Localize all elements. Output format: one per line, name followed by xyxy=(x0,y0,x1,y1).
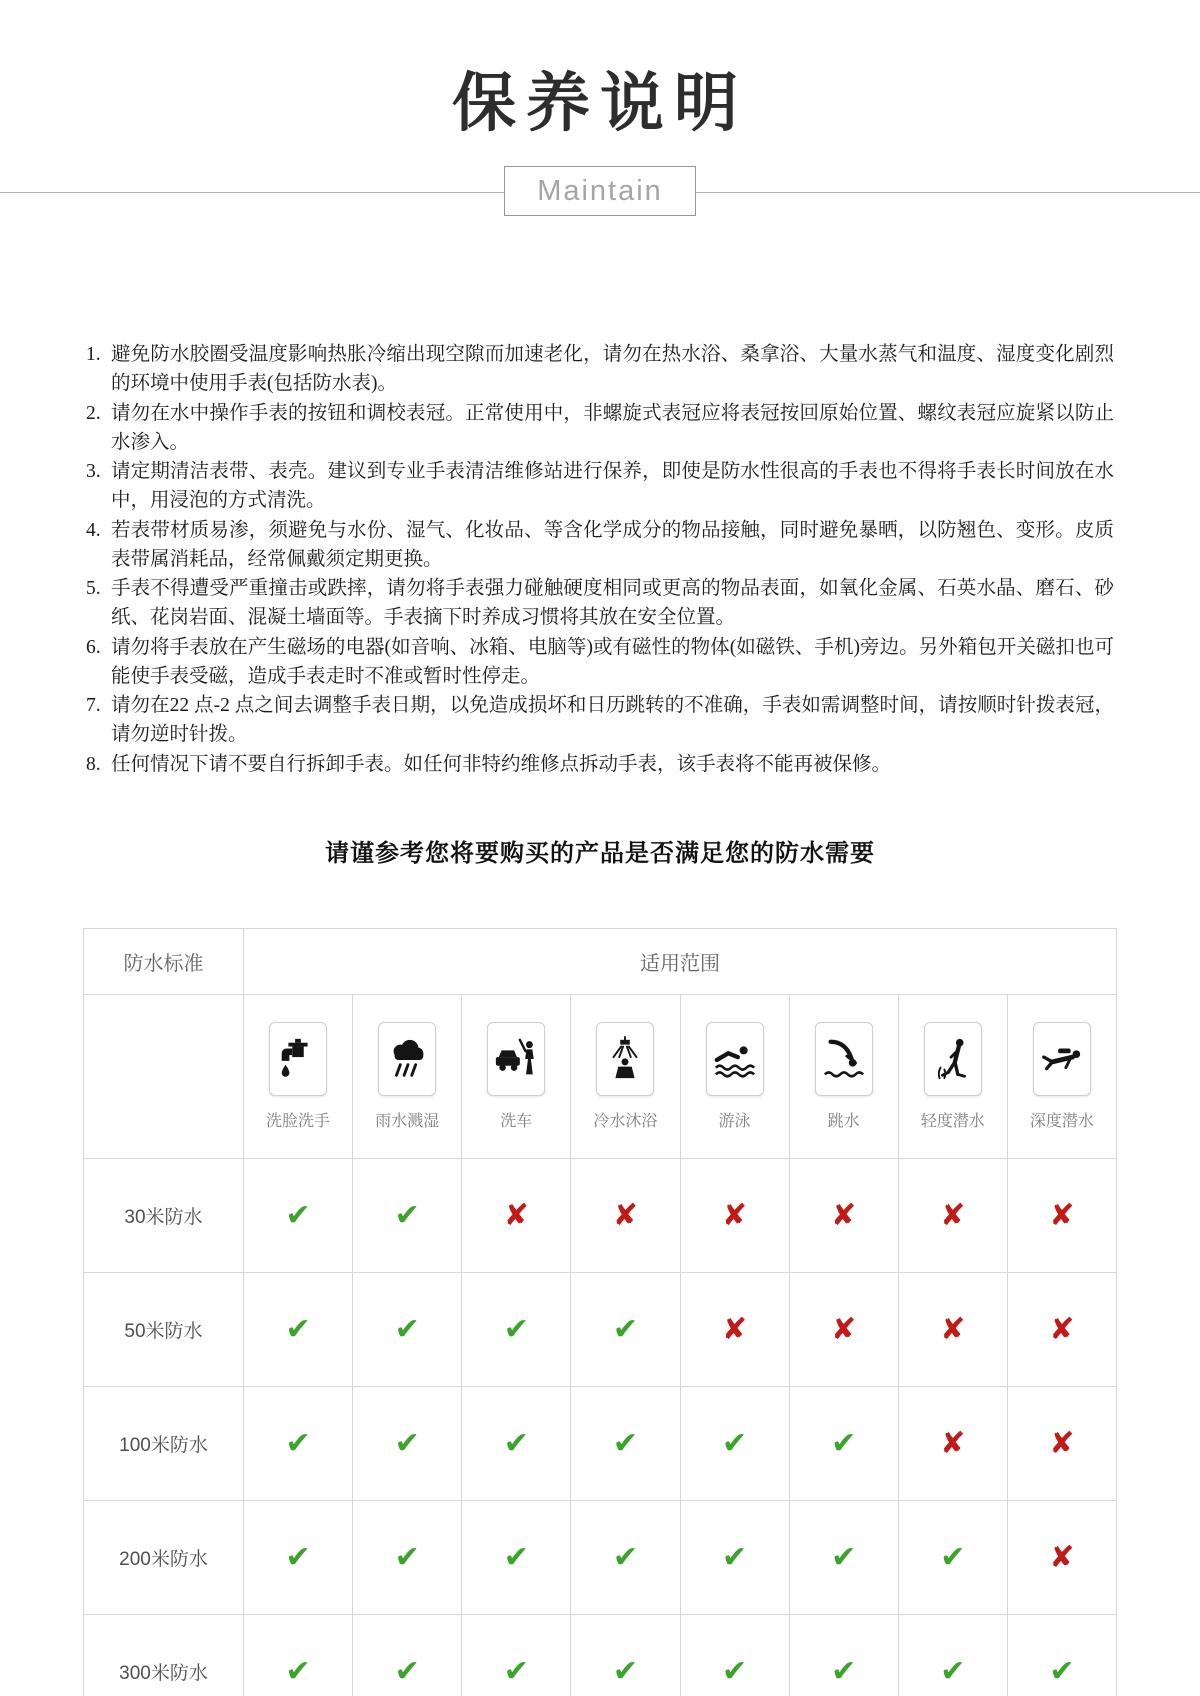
mark-cell: ✔ xyxy=(353,1272,462,1386)
mark-cell: ✔ xyxy=(571,1386,680,1500)
instruction-text: 任何情况下请不要自行拆卸手表。如任何非特约维修点拆动手表，该手表将不能再被保修。 xyxy=(111,753,892,775)
mark-cell: ✔ xyxy=(353,1500,462,1614)
car-wash-icon xyxy=(487,1022,545,1096)
activity-icon-row xyxy=(84,994,1117,1158)
mark-cell: ✔ xyxy=(462,1500,571,1614)
mark-cell: ✔ xyxy=(244,1272,353,1386)
activity-label: 深度潜水 xyxy=(1029,1112,1094,1130)
waterproof-standard-header: 防水标准 xyxy=(84,928,244,994)
instruction-number: 6. xyxy=(86,636,101,658)
mark-cell: ✔ xyxy=(680,1500,789,1614)
instruction-item xyxy=(86,399,1114,458)
instruction-text: 手表不得遭受严重撞击或跌摔，请勿将手表强力碰触硬度相同或更高的物品表面，如氧化金属、石英水晶、磨石、砂纸、花岗岩面、混凝土墙面等。手表摘下时养成习惯将其放在安全位置。 xyxy=(111,578,1114,629)
activity-light-diving xyxy=(898,994,1007,1158)
mark-cell: ✔ xyxy=(898,1500,1007,1614)
row-label: 300米防水 xyxy=(84,1614,244,1696)
activity-wash-hands xyxy=(244,994,353,1158)
instruction-number: 7. xyxy=(86,695,101,716)
subtitle-box xyxy=(504,166,696,216)
mark-cell: ✘ xyxy=(680,1272,789,1386)
table-heading: 请谨参考您将要购买的产品是否满足您的防水需要 xyxy=(325,840,875,867)
shower-icon xyxy=(596,1022,654,1096)
table-row-300m xyxy=(84,1614,1117,1696)
instruction-text: 若表带材质易渗，须避免与水份、湿气、化妆品、等含化学成分的物品接触，同时避免暴晒，以防翘色、变形。皮质表带属消耗品，经常佩戴须定期更换。 xyxy=(111,519,1114,570)
page-subtitle: Maintain xyxy=(537,174,663,207)
instruction-number: 2. xyxy=(86,402,101,424)
activity-rain xyxy=(353,994,462,1158)
table-row-30m xyxy=(84,1158,1117,1272)
activity-label: 轻度潜水 xyxy=(920,1112,985,1130)
mark-cell: ✘ xyxy=(898,1386,1007,1500)
mark-cell: ✔ xyxy=(244,1386,353,1500)
mark-cell: ✔ xyxy=(353,1386,462,1500)
mark-cell: ✘ xyxy=(462,1158,571,1272)
care-instructions-list xyxy=(86,340,1114,779)
page-title: 保养说明 xyxy=(452,67,748,139)
mark-cell: ✔ xyxy=(244,1158,353,1272)
mark-cell: ✔ xyxy=(571,1500,680,1614)
mark-cell: ✔ xyxy=(571,1614,680,1696)
row-label: 50米防水 xyxy=(84,1272,244,1386)
table-row-50m xyxy=(84,1272,1117,1386)
instruction-item xyxy=(86,633,1114,692)
subtitle-divider xyxy=(0,166,1200,218)
table-row-200m xyxy=(84,1500,1117,1614)
mark-cell: ✔ xyxy=(571,1272,680,1386)
mark-cell: ✘ xyxy=(898,1272,1007,1386)
instruction-item xyxy=(86,516,1114,575)
instruction-text: 请勿将手表放在产生磁场的电器(如音响、冰箱、电脑等)或有磁性的物体(如磁铁、手机)旁边。另外箱包开关磁扣也可能使手表受磁，造成手表走时不准或暂时性停走。 xyxy=(111,636,1114,687)
mark-cell: ✘ xyxy=(898,1158,1007,1272)
instruction-number: 8. xyxy=(86,753,101,775)
instruction-number: 4. xyxy=(86,519,101,541)
mark-cell: ✘ xyxy=(789,1272,898,1386)
mark-cell: ✔ xyxy=(680,1614,789,1696)
mark-cell: ✔ xyxy=(680,1386,789,1500)
mark-cell: ✘ xyxy=(680,1158,789,1272)
instruction-item xyxy=(86,340,1114,399)
row-label: 200米防水 xyxy=(84,1500,244,1614)
mark-cell: ✔ xyxy=(462,1614,571,1696)
activity-car-wash xyxy=(462,994,571,1158)
instruction-number: 1. xyxy=(86,344,101,365)
faucet-icon xyxy=(269,1022,327,1096)
activity-label: 游泳 xyxy=(718,1112,751,1130)
instruction-item xyxy=(86,691,1114,750)
instruction-number: 3. xyxy=(86,461,101,482)
mark-cell: ✔ xyxy=(789,1386,898,1500)
dive-icon xyxy=(815,1022,873,1096)
activity-label: 洗脸洗手 xyxy=(266,1112,331,1130)
mark-cell: ✔ xyxy=(789,1614,898,1696)
swimmer-icon xyxy=(706,1022,764,1096)
instruction-text: 避免防水胶圈受温度影响热胀冷缩出现空隙而加速老化，请勿在热水浴、桑拿浴、大量水蒸气和温度、湿度变化剧烈的环境中使用手表(包括防水表)。 xyxy=(111,344,1114,395)
waterproof-table xyxy=(83,928,1117,1696)
activity-label: 跳水 xyxy=(827,1112,860,1130)
mark-cell: ✘ xyxy=(1007,1272,1116,1386)
activity-swimming xyxy=(680,994,789,1158)
mark-cell: ✔ xyxy=(1007,1614,1116,1696)
mark-cell: ✔ xyxy=(462,1386,571,1500)
mark-cell: ✔ xyxy=(353,1158,462,1272)
activity-label: 雨水溅湿 xyxy=(375,1112,440,1130)
mark-cell: ✔ xyxy=(462,1272,571,1386)
empty-cell xyxy=(84,994,244,1158)
mark-cell: ✘ xyxy=(571,1158,680,1272)
instruction-item xyxy=(86,457,1114,516)
applicable-range-header: 适用范围 xyxy=(244,928,1117,994)
mark-cell: ✘ xyxy=(1007,1158,1116,1272)
instruction-number: 5. xyxy=(86,578,101,599)
table-header-row xyxy=(84,928,1117,994)
row-label: 100米防水 xyxy=(84,1386,244,1500)
mark-cell: ✔ xyxy=(789,1500,898,1614)
table-row-100m xyxy=(84,1386,1117,1500)
scuba-diver-icon xyxy=(1033,1022,1091,1096)
instruction-text: 请定期清洁表带、表壳。建议到专业手表清洁维修站进行保养，即使是防水性很高的手表也不得将手表长时间放在水中，用浸泡的方式清洗。 xyxy=(111,461,1114,512)
activity-diving xyxy=(789,994,898,1158)
instruction-item xyxy=(86,750,1114,779)
activity-label: 冷水沐浴 xyxy=(593,1112,658,1130)
snorkel-diver-icon xyxy=(924,1022,982,1096)
mark-cell: ✔ xyxy=(244,1614,353,1696)
mark-cell: ✘ xyxy=(1007,1500,1116,1614)
activity-label: 洗车 xyxy=(500,1112,533,1130)
mark-cell: ✘ xyxy=(1007,1386,1116,1500)
rain-cloud-icon xyxy=(378,1022,436,1096)
mark-cell: ✔ xyxy=(898,1614,1007,1696)
mark-cell: ✘ xyxy=(789,1158,898,1272)
instruction-item xyxy=(86,574,1114,633)
instruction-text: 请勿在水中操作手表的按钮和调校表冠。正常使用中，非螺旋式表冠应将表冠按回原始位置、螺纹表冠应旋紧以防止水渗入。 xyxy=(111,402,1114,453)
row-label: 30米防水 xyxy=(84,1158,244,1272)
mark-cell: ✔ xyxy=(353,1614,462,1696)
instruction-text: 请勿在22 点-2 点之间去调整手表日期，以免造成损坏和日历跳转的不准确，手表如需调整时间，请按顺时针拨表冠，请勿逆时针拨。 xyxy=(111,695,1114,746)
activity-deep-diving xyxy=(1007,994,1116,1158)
mark-cell: ✔ xyxy=(244,1500,353,1614)
activity-cold-shower xyxy=(571,994,680,1158)
